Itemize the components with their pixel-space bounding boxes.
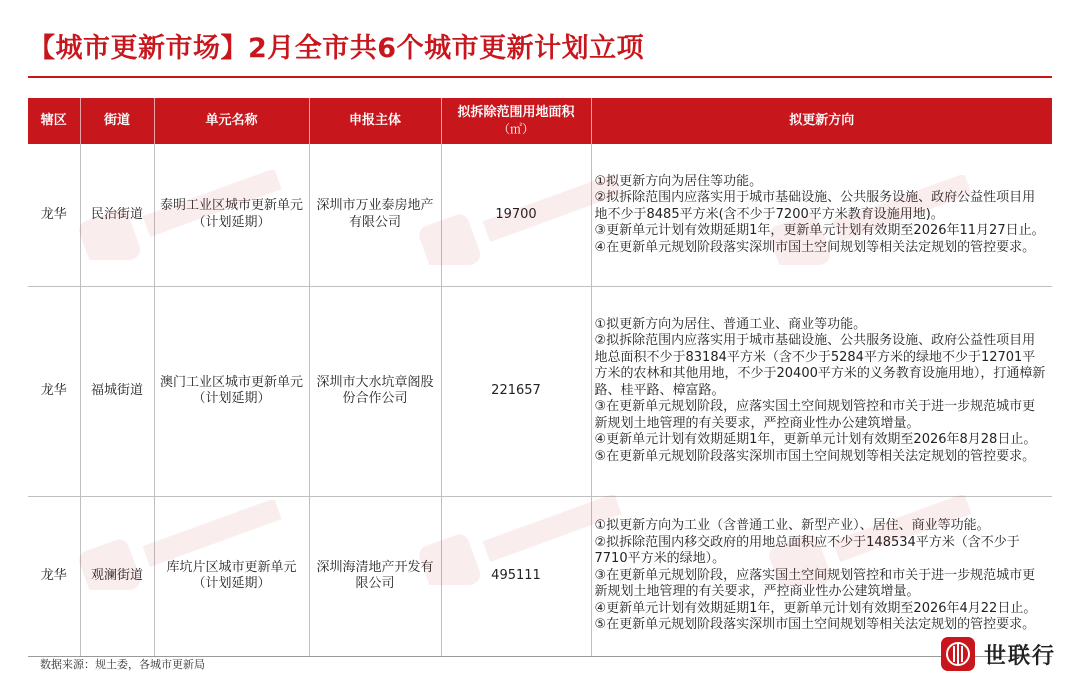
direction-item: ⑤在更新单元规划阶段落实深圳市国土空间规划等相关法定规划的管控要求。 (594, 617, 1036, 633)
cell-direction (591, 496, 1052, 656)
header-area-label: 拟拆除范围用地面积 (457, 104, 575, 120)
direction-item: ①拟更新方向为居住等功能。 (594, 173, 763, 189)
direction-item: ②拟拆除范围内移交政府的用地总面积应不少于148534平方米（含不少于7710平方米的绿地）。 (594, 534, 1020, 567)
table-row (28, 496, 1052, 656)
cell-direction (591, 286, 1052, 496)
direction-item: ③在更新单元规划阶段，应落实国土空间规划管控和市关于进一步规范城市更新规划土地管理的有关要求，严控商业性办公建筑增量。 (594, 399, 1036, 431)
cell-applicant: 深圳海清地产开发有限公司 (309, 496, 441, 656)
page-title: 【城市更新市场】2月全市共6个城市更新计划立项 (28, 33, 645, 64)
header-area (441, 98, 591, 144)
direction-item: ①拟更新方向为居住、普通工业、商业等功能。 (594, 316, 867, 332)
cell-unit-name: 澳门工业区城市更新单元（计划延期） (154, 286, 309, 496)
cell-applicant: 深圳市万业泰房地产有限公司 (309, 144, 441, 286)
direction-item: ②拟拆除范围内应落实用于城市基础设施、公共服务设施、政府公益性项目用地总面积不少于83184平方米（含不少于5284平方米的绿地不少于12701平方米的农林和其他用地，不少于20400平方米的义务教育设施用地），打通樟新路、桂平路、樟富路。 (594, 333, 1046, 398)
brand-name: 世联行 (983, 643, 1056, 669)
cell-area: 19700 (441, 144, 591, 286)
direction-item: ④在更新单元规划阶段落实深圳市国土空间规划等相关法定规划的管控要求。 (594, 239, 1036, 255)
header-street: 街道 (80, 98, 154, 144)
header-area-unit: （㎡） (497, 122, 534, 136)
renewal-plan-table (28, 98, 1052, 657)
cell-unit-name: 库坑片区城市更新单元（计划延期） (154, 496, 309, 656)
brand-logo (940, 636, 1056, 672)
cell-street: 福城街道 (80, 286, 154, 496)
cell-area: 495111 (441, 496, 591, 656)
table-header-row (28, 98, 1052, 144)
data-source-note: 数据来源：规土委，各城市更新局 (40, 658, 205, 671)
header-district: 辖区 (28, 98, 80, 144)
direction-item: ⑤在更新单元规划阶段落实深圳市国土空间规划等相关法定规划的管控要求。 (594, 448, 1036, 464)
cell-applicant: 深圳市大水坑章阁股份合作公司 (309, 286, 441, 496)
direction-item: ①拟更新方向为工业（含普通工业、新型产业）、居住、商业等功能。 (594, 518, 990, 534)
brand-mark-icon (940, 636, 976, 672)
cell-area: 221657 (441, 286, 591, 496)
table-row (28, 286, 1052, 496)
header-unit-name: 单元名称 (154, 98, 309, 144)
direction-item: ④更新单元计划有效期延期1年，更新单元计划有效期至2026年4月22日止。 (594, 600, 1037, 616)
title-divider (28, 76, 1052, 78)
direction-item: ③更新单元计划有效期延期1年，更新单元计划有效期至2026年11月27日止。 (594, 223, 1045, 238)
direction-item: ②拟拆除范围内应落实用于城市基础设施、公共服务设施、政府公益性项目用地不少于8485平方米(含不少于7200平方米教育设施用地)。 (594, 190, 1036, 222)
cell-district: 龙华 (28, 286, 80, 496)
table-row (28, 144, 1052, 286)
cell-district: 龙华 (28, 496, 80, 656)
cell-unit-name: 泰明工业区城市更新单元（计划延期） (154, 144, 309, 286)
cell-street: 民治街道 (80, 144, 154, 286)
direction-item: ③在更新单元规划阶段，应落实国土空间规划管控和市关于进一步规范城市更新规划土地管理的有关要求，严控商业性办公建筑增量。 (594, 567, 1036, 600)
cell-street: 观澜街道 (80, 496, 154, 656)
header-direction: 拟更新方向 (591, 98, 1052, 144)
header-applicant: 申报主体 (309, 98, 441, 144)
cell-district: 龙华 (28, 144, 80, 286)
direction-item: ④更新单元计划有效期延期1年，更新单元计划有效期至2026年8月28日止。 (594, 432, 1037, 448)
cell-direction (591, 144, 1052, 286)
